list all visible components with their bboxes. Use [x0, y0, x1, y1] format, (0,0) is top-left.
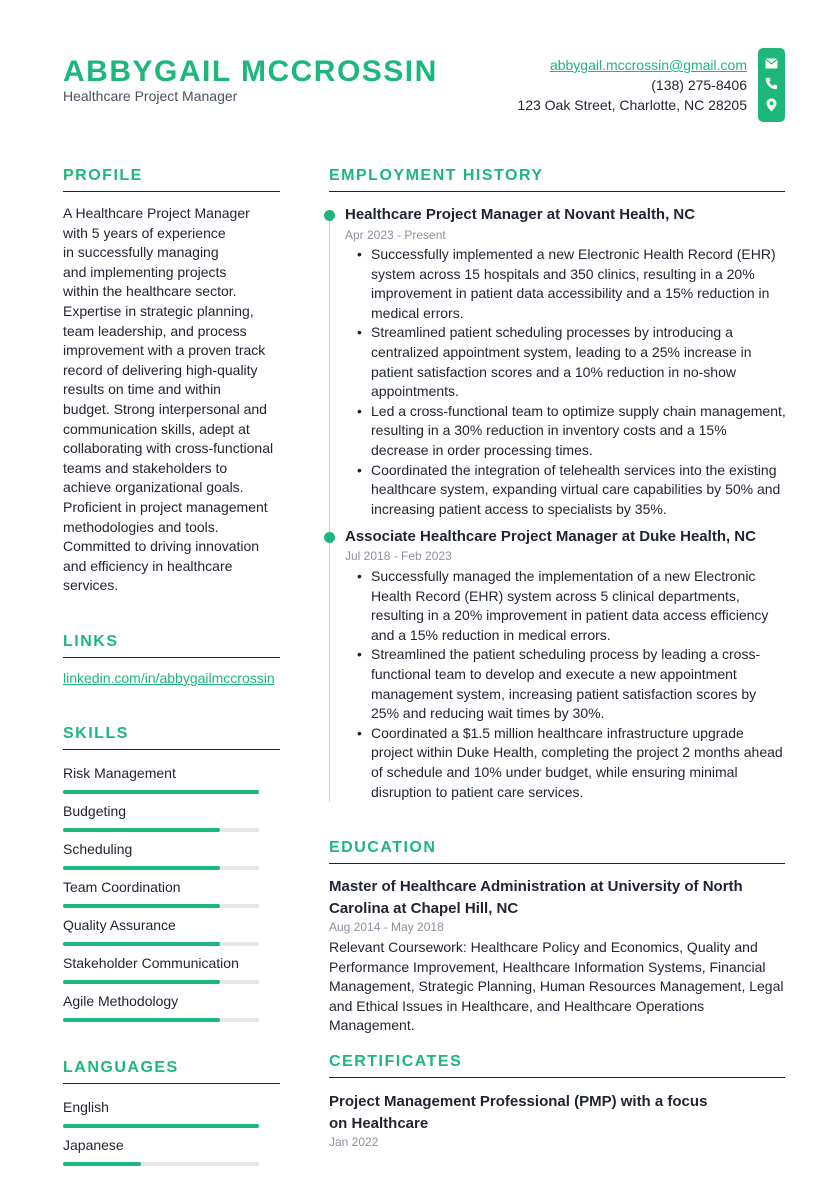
profile-line: achieve organizational goals.	[63, 479, 244, 496]
skill-level-bar	[63, 828, 259, 832]
skill-level-fill	[63, 828, 220, 832]
certificate-date: Jan 2022	[329, 1135, 379, 1149]
profile-line: improvement with a proven track	[63, 342, 266, 359]
candidate-name: ABBYGAIL MCCROSSIN	[63, 55, 438, 88]
language-level-fill	[63, 1124, 259, 1128]
job-title: Healthcare Project Manager at Novant Health, NC	[345, 206, 696, 223]
profile-line: services.	[63, 577, 119, 594]
certificate-name: Project Management Professional (PMP) with a focus on Healthcare	[329, 1093, 708, 1132]
linkedin-link[interactable]: linkedin.com/in/abbygailmccrossin	[63, 670, 275, 686]
skill-level-fill	[63, 866, 220, 870]
profile-line: teams and stakeholders to	[63, 459, 228, 476]
profile-line: with 5 years of experience	[63, 224, 226, 241]
profile-line: Expertise in strategic planning,	[63, 302, 254, 319]
job-bullets	[355, 567, 788, 802]
education-description: Relevant Coursework: Healthcare Policy and Economics, Quality and Performance Improvement, Healthcare Information Systems, Financial Management, Strategic Planning, Human Resources Management, Legal and Ethical Issues in Healthcare, and Healthcare Operations Management.	[329, 939, 784, 1034]
skill-item	[63, 840, 259, 870]
skill-item	[63, 916, 259, 946]
address: 123 Oak Street, Charlotte, NC 28205	[517, 97, 747, 113]
skill-level-fill	[63, 790, 259, 794]
skill-level-bar	[63, 904, 259, 908]
profile-line: communication skills, adept at	[63, 420, 250, 437]
profile-heading: PROFILE	[63, 167, 280, 192]
profile-line: team leadership, and process	[63, 322, 247, 339]
job-bullet: • Led a cross-functional team to optimize supply chain management, resulting in a 30% reduction in inventory costs and a 15% decrease in order processing times.	[355, 402, 788, 461]
profile-line: within the healthcare sector.	[63, 283, 237, 300]
job-bullet: • Streamlined the patient scheduling process by leading a cross-functional team to develop and execute a new appointment management system, increasing patient satisfaction scores by 25% and reducing wait times by 30%.	[355, 645, 788, 723]
job-title: Associate Healthcare Project Manager at Duke Health, NC	[345, 528, 756, 545]
job-bullet: • Successfully managed the implementation of a new Electronic Health Record (EHR) system across 5 clinical departments, resulting in a 20% improvement in patient data access efficiency and a 15% reduction in medical errors.	[355, 567, 788, 645]
certificates-heading: CERTIFICATES	[329, 1053, 785, 1078]
skill-label: Budgeting	[63, 803, 127, 819]
employment-heading: EMPLOYMENT HISTORY	[329, 167, 785, 192]
skills-heading: SKILLS	[63, 725, 280, 750]
skill-level-fill	[63, 1018, 220, 1022]
job-bullet: • Streamlined patient scheduling processes by introducing a centralized appointment system, leading to a 25% increase in patient satisfaction scores and a 10% reduction in no-show appointments.	[355, 323, 788, 401]
profile-line: in successfully managing	[63, 244, 219, 261]
language-label: Japanese	[63, 1137, 124, 1153]
phone-icon	[765, 77, 778, 90]
profile-line: results on time and within	[63, 381, 221, 398]
skill-level-bar	[63, 790, 259, 794]
profile-line: methodologies and tools.	[63, 518, 219, 535]
language-level-bar	[63, 1162, 259, 1166]
skill-label: Scheduling	[63, 841, 133, 857]
timeline-dot	[324, 210, 335, 221]
skill-label: Quality Assurance	[63, 917, 176, 933]
skill-label: Team Coordination	[63, 879, 181, 895]
contact-block	[517, 55, 747, 115]
degree-title: Master of Healthcare Administration at University of North Carolina at Chapel Hill, NC	[329, 878, 743, 917]
envelope-icon	[765, 58, 778, 69]
job-bullets	[355, 245, 788, 519]
profile-line: Proficient in project management	[63, 498, 268, 515]
job-date: Apr 2023 - Present	[345, 228, 446, 242]
skill-label: Agile Methodology	[63, 993, 179, 1009]
skill-level-fill	[63, 942, 220, 946]
language-level-fill	[63, 1162, 141, 1166]
skill-item	[63, 802, 259, 832]
job-bullet: • Coordinated a $1.5 million healthcare infrastructure upgrade project within Duke Health, completing the project 2 months ahead of schedule and 10% under budget, while ensuring minimal disruption to patient care services.	[355, 724, 788, 802]
skill-level-bar	[63, 942, 259, 946]
skill-item	[63, 764, 259, 794]
profile-summary	[63, 204, 283, 596]
timeline-line	[329, 213, 330, 802]
language-level-bar	[63, 1124, 259, 1128]
location-pin-icon	[766, 98, 777, 112]
profile-line: budget. Strong interpersonal and	[63, 400, 267, 417]
skill-item	[63, 878, 259, 908]
job-bullet: • Successfully implemented a new Electronic Health Record (EHR) system across 15 hospitals and 350 clinics, resulting in a 20% improvement in patient data accessibility and a 15% reduction in medical errors.	[355, 245, 788, 323]
language-item	[63, 1136, 259, 1166]
profile-line: and efficiency in healthcare	[63, 557, 233, 574]
education-heading: EDUCATION	[329, 839, 785, 864]
profile-line: Committed to driving innovation	[63, 538, 260, 555]
timeline-dot	[324, 532, 335, 543]
skill-level-bar	[63, 980, 259, 984]
skill-level-fill	[63, 980, 220, 984]
skill-item	[63, 954, 259, 984]
contact-icon-bar	[758, 48, 785, 122]
skill-level-bar	[63, 866, 259, 870]
job-bullet: • Coordinated the integration of telehealth services into the existing healthcare system, expanding virtual care capabilities by 50% and increasing patient access to specialists by 35%.	[355, 461, 788, 520]
job-date: Jul 2018 - Feb 2023	[345, 549, 452, 563]
profile-line: A Healthcare Project Manager	[63, 205, 250, 221]
profile-line: collaborating with cross-functional	[63, 440, 274, 457]
languages-heading: LANGUAGES	[63, 1059, 280, 1084]
profile-line: and implementing projects	[63, 263, 227, 280]
education-date: Aug 2014 - May 2018	[329, 920, 444, 934]
language-label: English	[63, 1099, 109, 1115]
job-role: Healthcare Project Manager	[63, 88, 238, 104]
profile-line: record of delivering high-quality	[63, 361, 258, 378]
skill-label: Risk Management	[63, 765, 176, 781]
skill-level-bar	[63, 1018, 259, 1022]
skill-level-fill	[63, 904, 220, 908]
links-heading: LINKS	[63, 633, 280, 658]
skill-item	[63, 992, 259, 1022]
language-item	[63, 1098, 259, 1128]
email-link[interactable]: abbygail.mccrossin@gmail.com	[549, 57, 747, 73]
phone-number: (138) 275-8406	[651, 77, 747, 93]
skill-label: Stakeholder Communication	[63, 955, 239, 971]
